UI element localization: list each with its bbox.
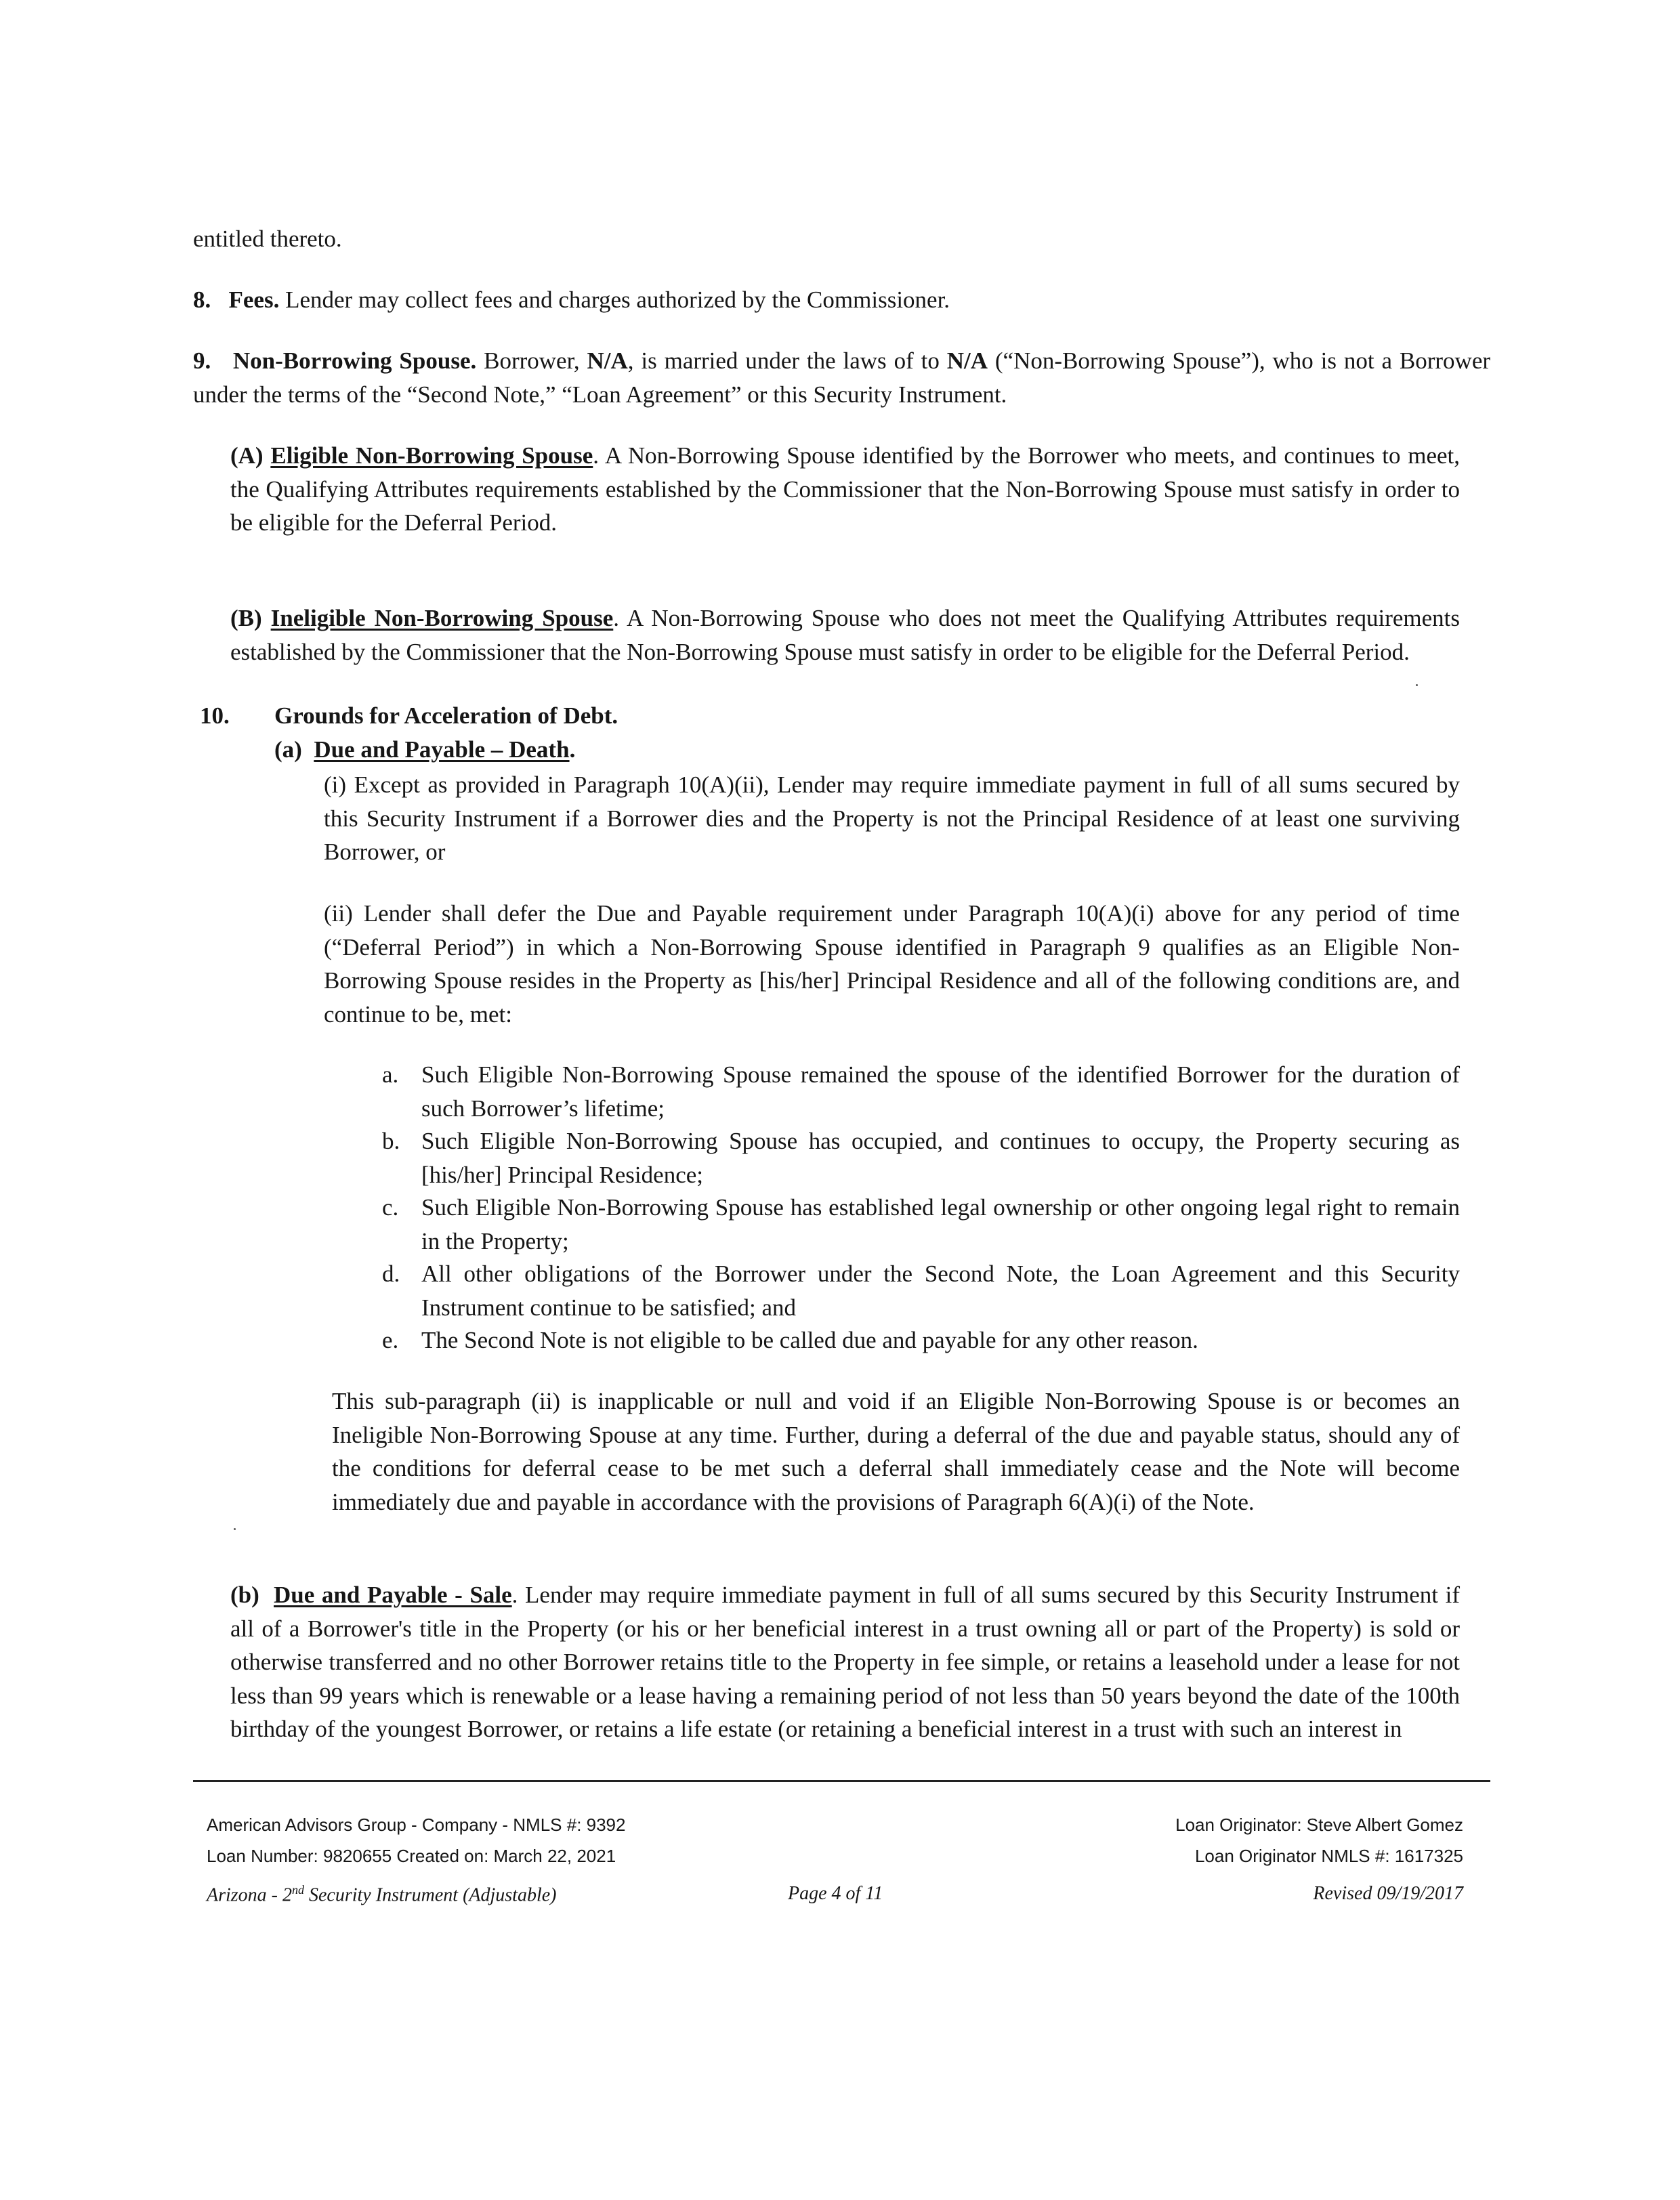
section-9-a-title: Eligible Non-Borrowing Spouse [270,442,593,469]
section-10-a-ii: (ii) Lender shall defer the Due and Payable requirement under Paragraph 10(A)(i) above for any period of time (“Deferral Period”) in which a Non-Borrowing Spouse identified in Paragraph 9 qualifies as an Eligible Non-Borrowing Spouse resides in the Property as [his/her] Principal Residence and all of the following conditions are, and continue to be, met: [324,900,1460,1028]
section-9-a-label: (A) [230,442,264,469]
footer-form-pre: Arizona - 2 [207,1884,292,1906]
section-8 [193,283,1490,317]
scan-speck [1416,684,1418,686]
condition-a-marker: a. [382,1061,399,1088]
section-9-b-title: Ineligible Non-Borrowing Spouse [270,605,614,631]
condition-b-text: Such Eligible Non-Borrowing Spouse has occupied, and continues to occupy, the Property securing as [his/her] Principal Residence; [421,1128,1460,1188]
section-10-a-heading [274,733,575,767]
condition-e-text: The Second Note is not eligible to be called due and payable for any other reason. [421,1327,1198,1353]
condition-b-marker: b. [382,1128,400,1154]
footer-originator-nmls: Loan Originator NMLS #: 1617325 [1194,1846,1463,1866]
section-9-b [230,601,1460,669]
footer-revised: Revised 09/19/2017 [1313,1883,1463,1904]
section-9-a-text: . A Non-Borrowing Spouse identified by the Borrower who meets, and continues to meet, the Qualifying Attributes requirements established by the Commissioner that the Non-Borrowing Spouse must satisfy in order to be eligible for the Deferral Period. [230,442,1461,536]
condition-d-marker: d. [382,1261,400,1287]
section-10-b [230,1578,1460,1746]
section-10-b-label: (b) [230,1582,259,1608]
condition-d [382,1257,1460,1324]
top-line: entitled thereto. [193,226,342,252]
condition-e-marker: e. [382,1327,399,1353]
condition-d-text: All other obligations of the Borrower under the Second Note, the Loan Agreement and this Security Instrument continue to be satisfied; and [421,1261,1460,1321]
section-10-a-label: (a) [274,736,302,763]
section-8-text: Lender may collect fees and charges authorized by the Commissioner. [279,287,950,313]
footer-rule [193,1780,1490,1782]
condition-c-marker: c. [382,1194,399,1221]
condition-c-text: Such Eligible Non-Borrowing Spouse has established legal ownership or other ongoing legal right to remain in the Property; [421,1194,1460,1254]
section-10-b-title: Due and Payable - Sale [274,1582,512,1608]
section-10-b-text: . Lender may require immediate payment in full of all sums secured by this Security Instrument if all of a Borrower's title in the Property (or his or her beneficial interest in a trust owning all or part of the Property) is sold or otherwise transferred and no other Borrower retains title to the Property in fee simple, or retains a leasehold under a lease for not less than 99 years which is renewable or a lease having a remaining period of not less than 50 years beyond the date of the 100th birthday of the youngest Borrower, or retains a life estate (or retaining a beneficial interest in a trust with such an interest in [230,1582,1460,1742]
section-8-title: Fees. [228,287,280,313]
section-9-text-2: , is married under the laws of to [627,347,947,374]
section-10-a-period: . [569,736,576,763]
footer-page-number: Page 4 of 11 [788,1883,883,1904]
section-9-b-label: (B) [230,605,262,631]
section-9 [193,344,1490,411]
condition-a-text: Such Eligible Non-Borrowing Spouse remained the spouse of the identified Borrower for the duration of such Borrower’s lifetime; [421,1061,1460,1122]
section-8-num: 8. [193,287,211,313]
footer-form-sup: nd [292,1883,304,1897]
footer-form-post: Security Instrument (Adjustable) [304,1884,557,1906]
section-9-title: Non-Borrowing Spouse. [232,347,477,374]
section-9-na-2: N/A [946,347,988,374]
section-9-a [230,439,1460,540]
section-9-b-text: . A Non-Borrowing Spouse who does not meet the Qualifying Attributes requirements established by the Commissioner that the Non-Borrowing Spouse must satisfy in order to be eligible for the Deferral Period. [230,605,1461,665]
footer-loan-number: Loan Number: 9820655 Created on: March 22, 2021 [207,1846,616,1866]
footer-originator: Loan Originator: Steve Albert Gomez [1175,1815,1463,1835]
section-10-a-title: Due and Payable – Death [314,736,570,763]
condition-b [382,1124,1460,1191]
section-10-sub-paragraph: This sub-paragraph (ii) is inapplicable or null and void if an Eligible Non-Borrowing Spouse is or becomes an Ineligible Non-Borrowing Spouse at any time. Further, during a deferral of the due and payable status, should any of the conditions for deferral cease to be met such a deferral shall immediately cease and the Note will become immediately due and payable in accordance with the provisions of Paragraph 6(A)(i) of the Note. [332,1388,1460,1515]
condition-e [382,1324,1460,1357]
footer-company: American Advisors Group - Company - NMLS #: 9392 [207,1815,626,1835]
section-10-num: 10. [200,702,230,729]
footer-form-name [207,1883,556,1906]
section-10-a-i: (i) Except as provided in Paragraph 10(A)(ii), Lender may require immediate payment in full of all sums secured by this Security Instrument if a Borrower dies and the Property is not the Principal Residence of at least one surviving Borrower, or [324,771,1460,865]
section-10-title: Grounds for Acceleration of Debt. [274,702,618,729]
section-9-na-1: N/A [587,347,628,374]
section-9-num: 9. [193,347,211,374]
scan-speck [234,1528,236,1530]
section-9-text-3: (“Non-Borrowing Spouse”), who is not a Borrower under the terms of the “Second Note,” “Loan Agreement” or this Security Instrument. [193,347,1491,408]
condition-c [382,1191,1460,1258]
condition-a [382,1058,1460,1125]
section-9-text-1: Borrower, [476,347,587,374]
